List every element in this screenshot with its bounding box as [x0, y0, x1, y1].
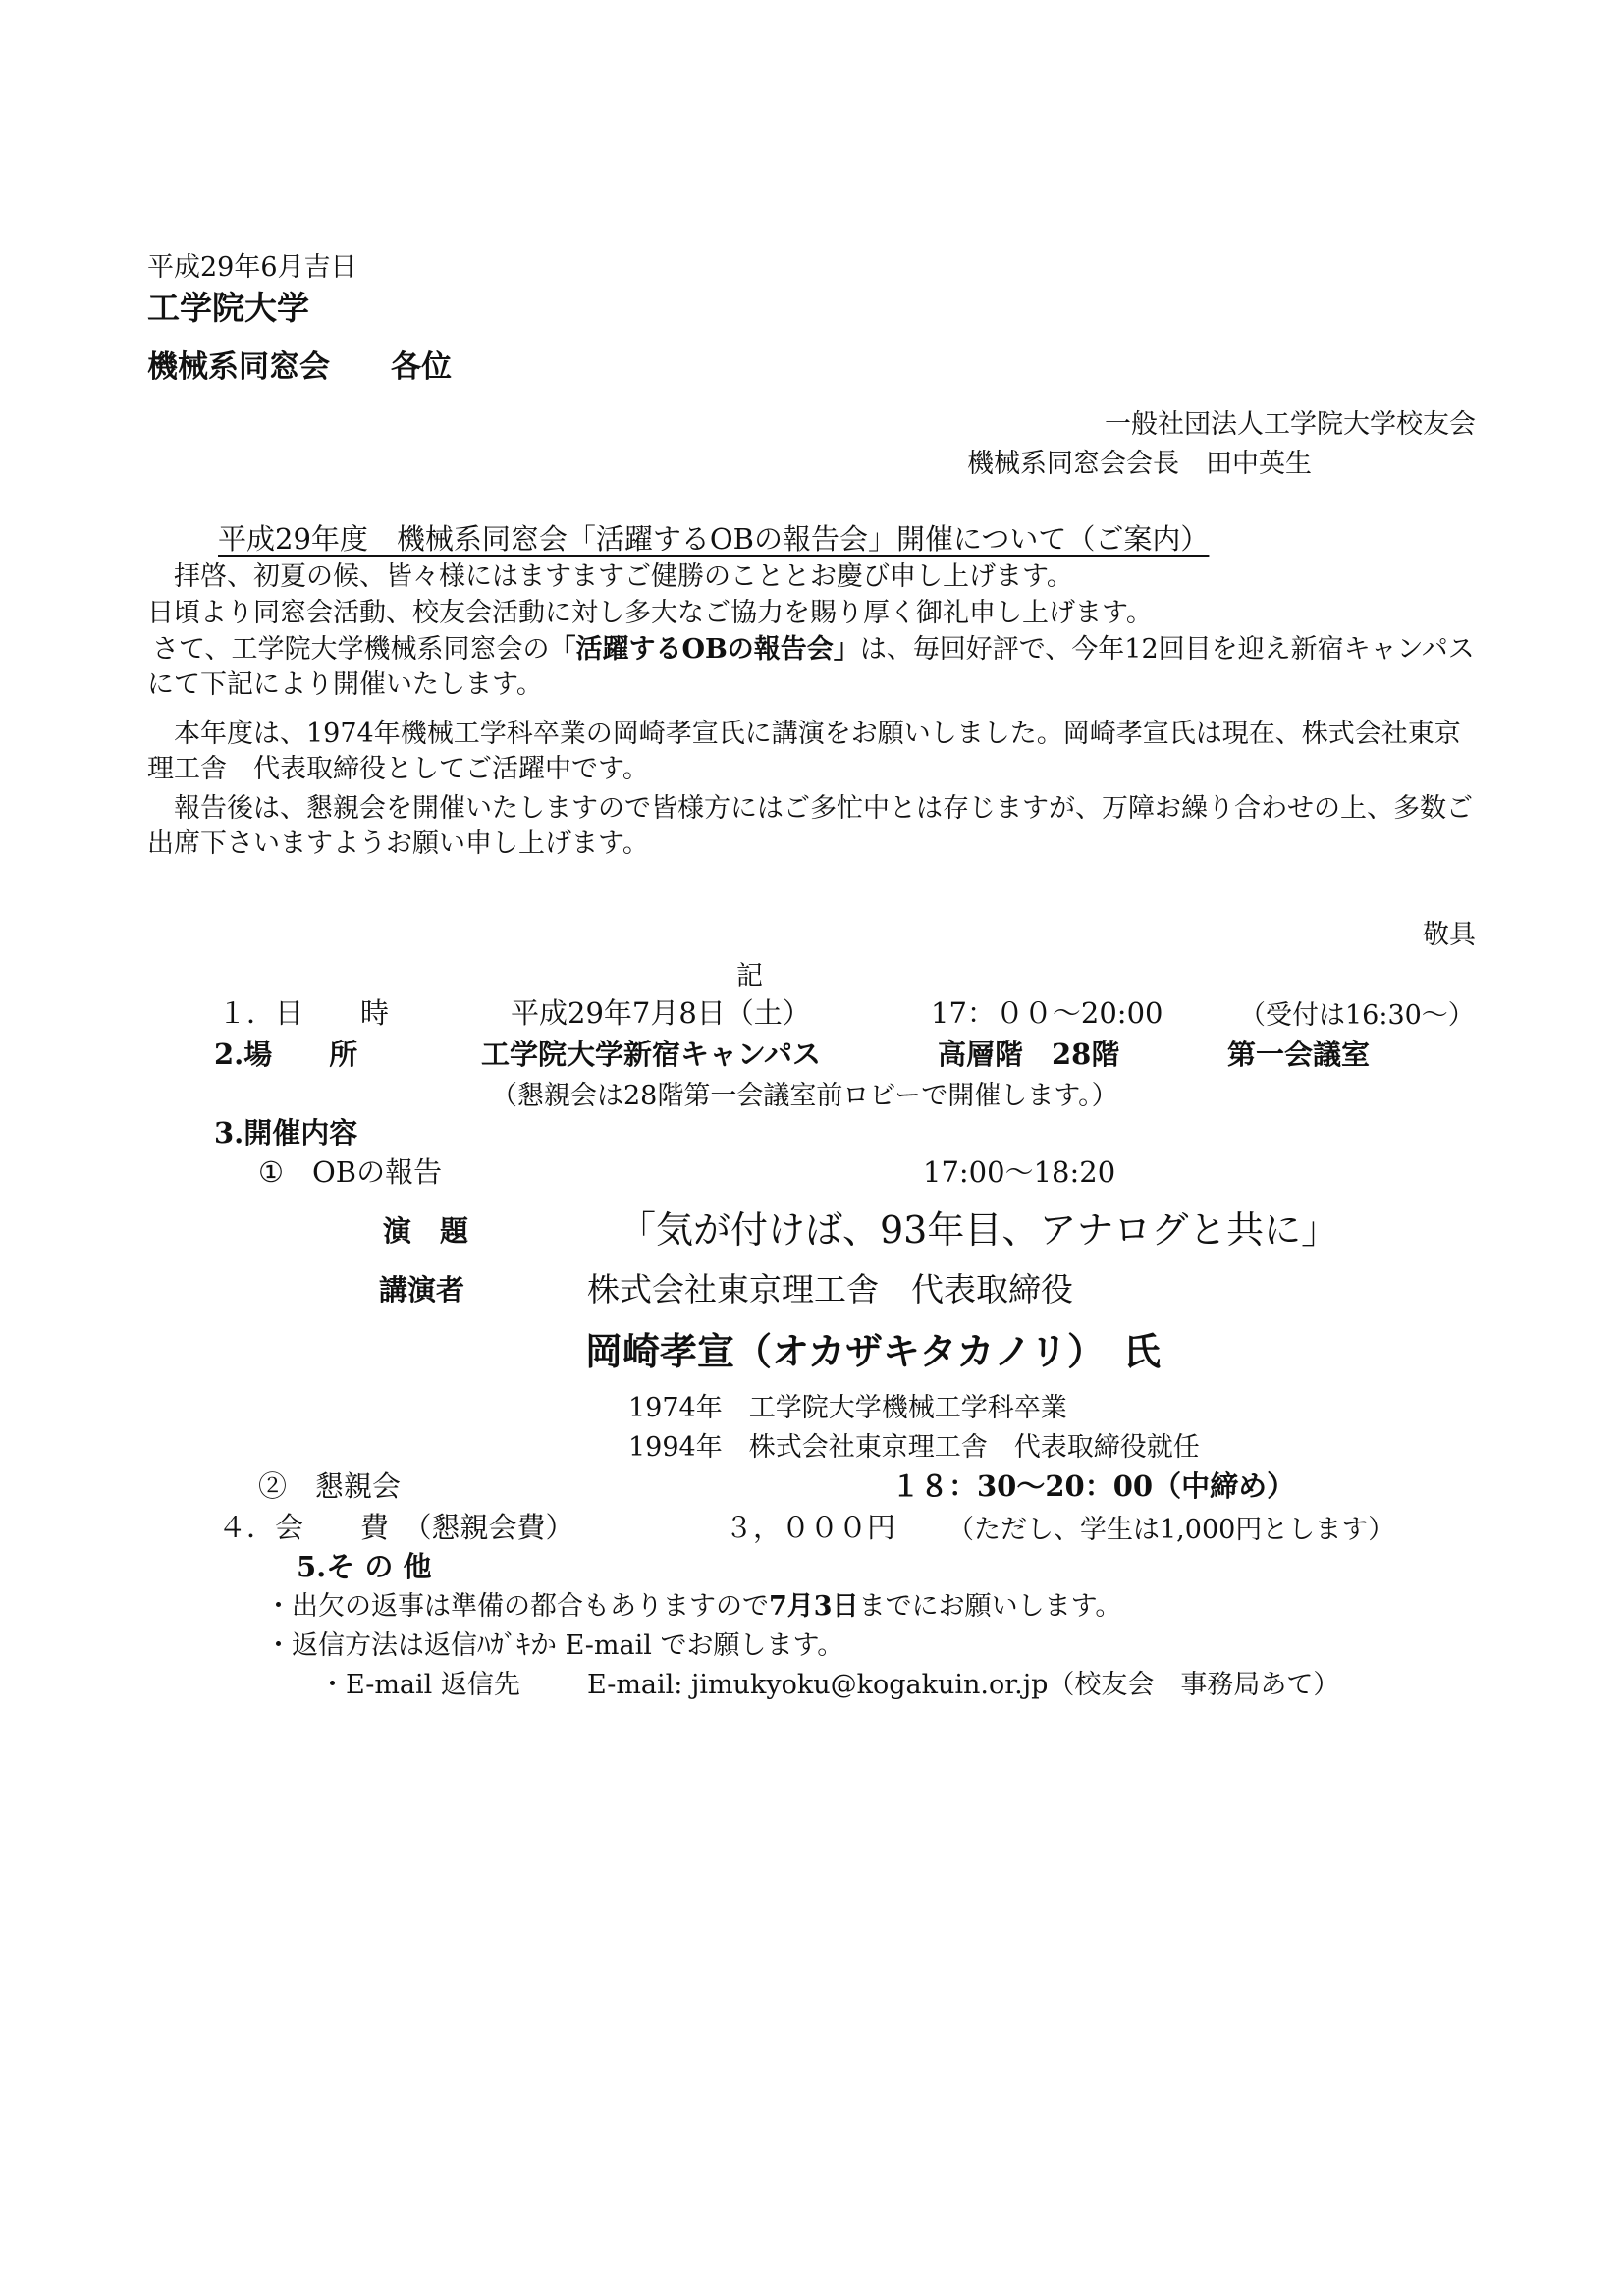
- speaker-history-1: 1974年 工学院大学機械工学科卒業: [628, 1393, 1067, 1423]
- other-label: 5.そ の 他: [297, 1550, 432, 1583]
- closing-word: 敬具: [1423, 920, 1476, 950]
- ki-heading: 記: [736, 961, 763, 991]
- rsvp-text-b: までにお願いします。: [858, 1591, 1122, 1622]
- email-label: ・E-mail 返信先: [319, 1670, 520, 1700]
- date-label: １．日 時: [218, 996, 390, 1030]
- speaker-company: 株式会社東京理工舎 代表取締役: [587, 1270, 1073, 1308]
- rsvp-deadline: 7月3日: [769, 1591, 859, 1622]
- speaker-paragraph: 本年度は、1974年機械工学科卒業の岡崎孝宣氏に講演をお願いしました。岡崎孝宣氏は現在、株式会社東京理工舎 代表取締役としてご活躍中です。: [147, 719, 1461, 784]
- ob-report-label: ① OBの報告: [258, 1155, 443, 1189]
- fee-label-text: ４．会 費 （懇親会費）: [218, 1511, 574, 1544]
- thanks-paragraph: 日頃より同窓会活動、校友会活動に対し多大なご協力を賜り厚く御礼申し上げます。: [147, 598, 1153, 628]
- speaker-history-2: 1994年 株式会社東京理工舎 代表取締役就任: [628, 1432, 1200, 1463]
- greeting-paragraph: 拝啓、初夏の候、皆々様にはますますご健勝のこととお慶び申し上げます。: [174, 561, 1073, 592]
- event-time: 17：００～20:00: [931, 996, 1163, 1030]
- university-name: 工学院大学: [147, 289, 309, 327]
- announcement-text-a: さて、工学院大学機械系同窓会の: [152, 634, 550, 665]
- document-title: 平成29年度 機械系同窓会「活躍するOBの報告会」開催について（ご案内）: [218, 522, 1210, 556]
- venue: 工学院大学新宿キャンパス: [481, 1038, 821, 1071]
- event-name: 「活躍するOBの報告会」: [549, 634, 860, 665]
- place-note: （懇親会は28階第一会議室前ロビーで開催します。）: [491, 1081, 1118, 1111]
- room: 第一会議室: [1227, 1038, 1371, 1071]
- party-label: ② 懇親会: [258, 1469, 402, 1503]
- email-address-link[interactable]: E-mail: jimukyoku@kogakuin.or.jp（校友会 事務局あて）: [587, 1670, 1340, 1700]
- floor: 高層階 28階: [938, 1038, 1120, 1071]
- fee-label: [218, 1506, 574, 1546]
- party-time: １８：30～20：00（中締め）: [892, 1469, 1296, 1503]
- addressee: 機械系同窓会 各位: [147, 349, 452, 385]
- issue-date: 平成29年6月吉日: [147, 252, 357, 283]
- announcement-paragraph: [147, 632, 1476, 703]
- fee-note: （ただし、学生は1,000円とします）: [947, 1515, 1395, 1545]
- sender-organization: 一般社団法人工学院大学校友会: [1105, 409, 1476, 440]
- content-label: 3.開催内容: [214, 1116, 358, 1149]
- rsvp-deadline-note: [265, 1584, 1121, 1623]
- invitation-paragraph: 報告後は、懇親会を開催いたしますので皆様方にはご多忙中とは存じますが、万障お繰り合わせの上、多数ご出席下さいますようお願い申し上げます。: [147, 793, 1473, 859]
- theme-label: 演 題: [383, 1214, 469, 1248]
- ob-report-time: 17:00～18:20: [923, 1155, 1116, 1189]
- sender-name: 機械系同窓会会長 田中英生: [967, 449, 1312, 479]
- lecture-theme: 「気が付けば、93年目、アナログと共に」: [619, 1208, 1339, 1252]
- event-date: 平成29年7月8日（土）: [511, 996, 811, 1030]
- fee-amount: ３，０００円: [725, 1511, 896, 1544]
- announcement-text-b: は、毎回好評で、今年12回目を迎え新宿キャンパスにて下記により開催いたします。: [147, 634, 1475, 700]
- place-label: 2.場 所: [214, 1038, 358, 1071]
- reply-method-note: ・返信方法は返信ﾊｶﾞｷか E-mail でお願します。: [265, 1630, 844, 1661]
- speaker-name: 岡崎孝宣（オカザキタカノリ） 氏: [585, 1329, 1161, 1373]
- rsvp-text-a: ・出欠の返事は準備の都合もありますので: [265, 1591, 769, 1622]
- speaker-label: 講演者: [379, 1273, 465, 1307]
- reception-time: （受付は16:30～）: [1239, 1000, 1475, 1031]
